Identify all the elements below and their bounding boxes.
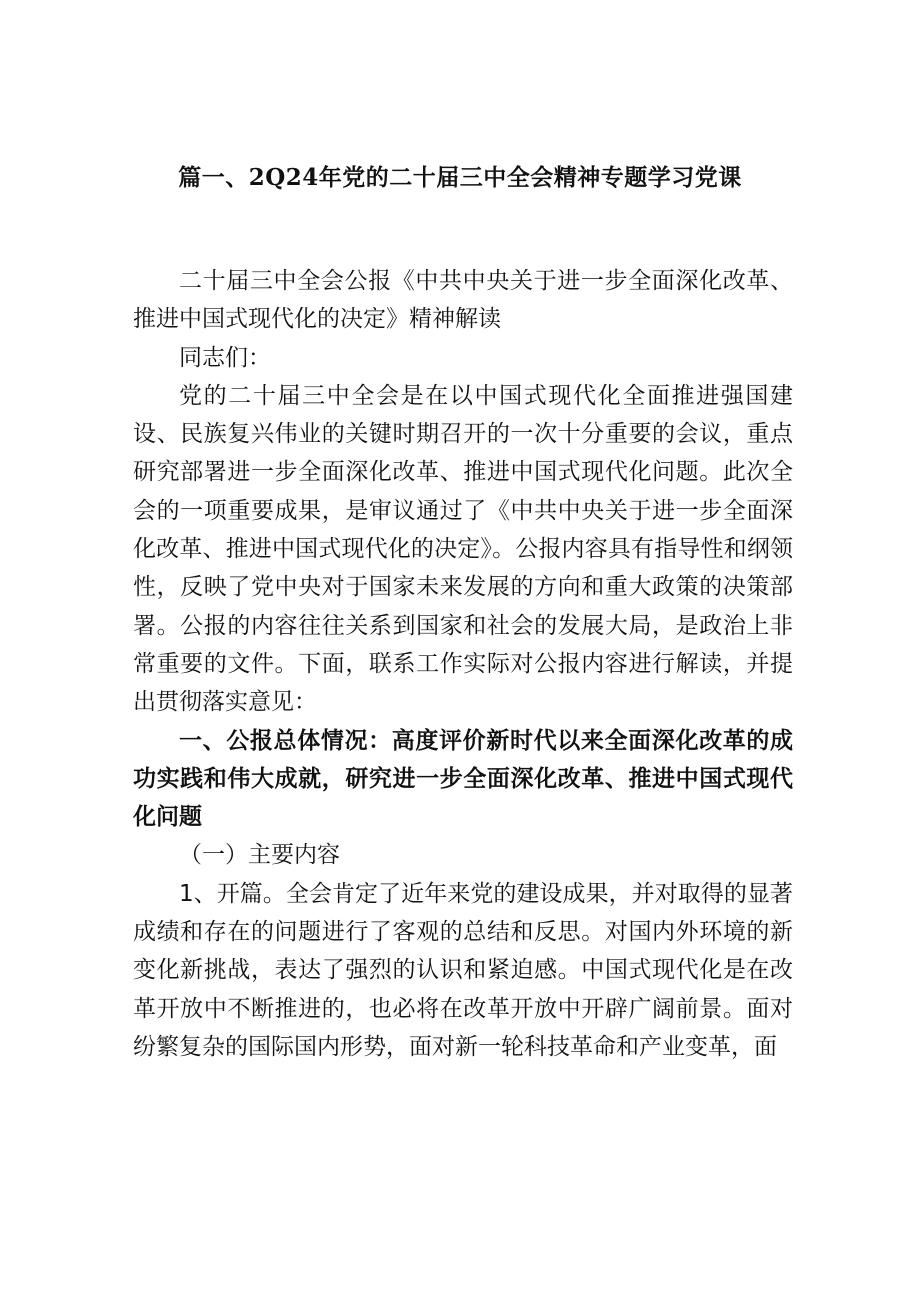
subsection-heading-1: （一）主要内容 xyxy=(179,842,340,869)
paragraph-subtitle: 二十届三中全会公报《中共中央关于进一步全面深化改革、推进中国式现代化的决定》精神解读 xyxy=(133,268,793,333)
document-title: 篇一、2Q24年党的二十届三中全会精神专题学习党课 xyxy=(178,164,742,191)
document-body xyxy=(133,262,793,1066)
paragraph-intro: 党的二十届三中全会是在以中国式现代化全面推进强国建设、民族复兴伟业的关键时期召开的一次十分重要的会议，重点研究部署进一步全面深化改革、推进中国式现代化问题。此次全会的一项重要成果，是审议通过了《中共中央关于进一步全面深化改革、推进中国式现代化的决定》。公报内容具有指导性和纲领性，反映了党中央对于国家未来发展的方向和重大政策的决策部署。公报的内容往往关系到国家和社会的发展大局，是政治上非常重要的文件。下面，联系工作实际对公报内容进行解读，并提出贯彻落实意见： xyxy=(133,382,793,716)
section-heading-1: 一、公报总体情况：高度评价新时代以来全面深化改革的成功实践和伟大成就，研究进一步全面深化改革、推进中国式现代化问题 xyxy=(133,727,793,831)
paragraph-salutation: 同志们： xyxy=(179,344,271,371)
paragraph-opening: 1、开篇。全会肯定了近年来党的建设成果，并对取得的显著成绩和存在的问题进行了客观的总结和反思。对国内外环境的新变化新挑战，表达了强烈的认识和紧迫感。中国式现代化是在改革开放中不断推进的，也必将在改革开放中开辟广阔前景。面对纷繁复杂的国际国内形势，面对新一轮科技革命和产业变革，面 xyxy=(133,880,793,1060)
